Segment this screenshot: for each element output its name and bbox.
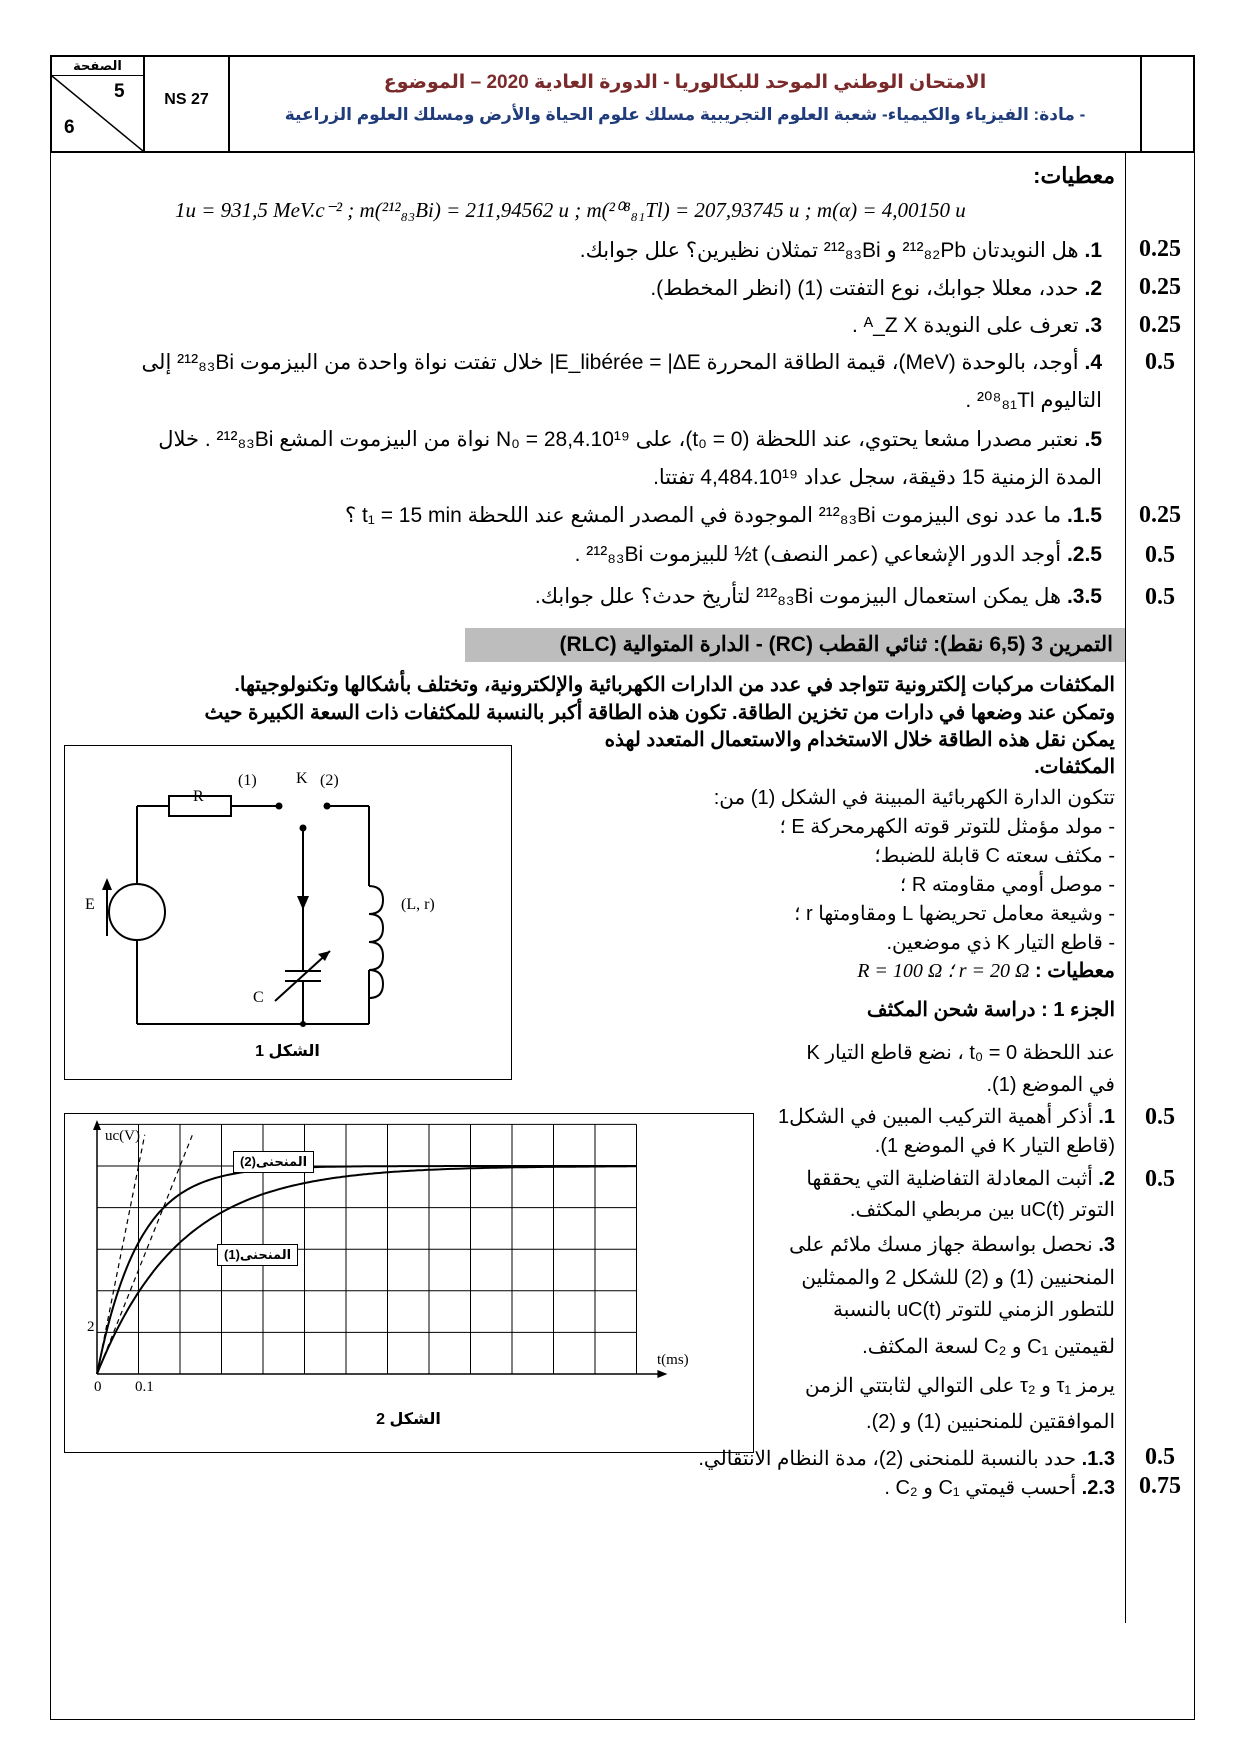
question-score: 0.25: [1139, 502, 1181, 528]
q1-line-2: (قاطع التيار K في الموضع 1).: [874, 1135, 1115, 1157]
exam-title: الامتحان الوطني الموحد للبكالوريا - الدورة العادية 2020 – الموضوع: [383, 72, 987, 93]
page-label: الصفحة: [52, 57, 143, 76]
q3-line-3: للتطور الزمني للتوتر uC(t) بالنسبة: [832, 1299, 1115, 1321]
question-text-cont: التاليوم ²⁰⁸₈₁Tl .: [965, 389, 1102, 412]
curve-2: [97, 1166, 637, 1374]
y-axis-arrow: [93, 1120, 101, 1130]
page-total: 6: [64, 117, 75, 138]
exam-code: NS 27: [164, 91, 209, 108]
label-l: (L, r): [401, 896, 435, 913]
circuit-item-1: - مولد مؤمثل للتوتر قوته الكهرمحركة E ؛: [779, 816, 1115, 838]
q2-line-1: 2. أثبت المعادلة التفاضلية التي يحققها: [806, 1168, 1115, 1190]
tangent-2: [97, 1135, 145, 1374]
data-formula: 1u = 931,5 MeV.c⁻² ; m(²¹²₈₃Bi) = 211,94562 u ; m(²⁰⁸₈₁Tl) = 207,93745 u ; m(α) = 4,00150 u: [175, 198, 966, 222]
data-label: معطيات:: [1033, 163, 1115, 188]
q3-line-6: الموافقتين للمنحنيين (1) و (2).: [866, 1411, 1115, 1433]
figure-1-caption: الشكل 1: [255, 1043, 320, 1060]
part1-line-2: في الموضع (1).: [986, 1074, 1115, 1096]
intro-line-3: يمكن نقل هذه الطاقة خلال الاستخدام والاستعمال المتعدد لهذه: [604, 729, 1115, 751]
q2-line-2: التوتر uC(t) بين مربطي المكثف.: [849, 1199, 1115, 1221]
intro-line-4: المكثفات.: [1034, 756, 1115, 778]
question-text: 2.5. أوجد الدور الإشعاعي (عمر النصف) t½ للبيزموت ²¹²₈₃Bi .: [574, 543, 1102, 566]
x-tick-1: 0.1: [135, 1379, 154, 1395]
question-text: 1. هل النويدتان ²¹²₈₂Pb و ²¹²₈₃Bi تمثلان نظيرين؟ علل جوابك.: [579, 239, 1102, 262]
label-e: E: [85, 896, 95, 913]
q2-score: 0.5: [1145, 1166, 1175, 1192]
intro-line-1: المكثفات مركبات إلكترونية تتواجد في عدد من الدارات الكهربائية والإلكترونية، وتختلف بأشكالها وتكنولوجيتها.: [234, 674, 1115, 696]
exam-subtitle: - مادة: الفيزياء والكيمياء- شعبة العلوم التجريبية مسلك علوم الحياة والأرض ومسلك العلوم الزراعية: [284, 105, 1086, 124]
q3-line-4: لقيمتين C₁ و C₂ لسعة المكثف.: [862, 1336, 1115, 1358]
question-score: 0.5: [1145, 542, 1175, 568]
q1-line-1: 1. أذكر أهمية التركيب المبين في الشكل1: [778, 1106, 1115, 1128]
curve-1: [97, 1166, 637, 1374]
question-score: 0.5: [1145, 349, 1175, 375]
q31-score: 0.5: [1145, 1444, 1175, 1470]
givens-line: معطيات : r = 20 Ω ؛ R = 100 Ω: [857, 960, 1115, 982]
x-tick-0: 0: [94, 1379, 102, 1395]
x-axis-arrow: [657, 1370, 667, 1378]
y-axis-label: uc(V): [105, 1128, 140, 1144]
page-number-box: [52, 57, 145, 151]
circuit-diagram: [65, 746, 510, 1078]
figure-1: [64, 745, 512, 1080]
exercise-title: التمرين 3 (6,5 نقط): ثنائي القطب (RC) - الدارة المتوالية (RLC): [559, 633, 1113, 656]
chart-grid: [97, 1124, 637, 1374]
title-box: [230, 57, 1142, 151]
circuit-item-2: - مكثف سعته C قابلة للضبط؛: [874, 845, 1115, 867]
figure-2-caption: الشكل 2: [376, 1411, 441, 1428]
q1-score: 0.5: [1145, 1104, 1175, 1130]
q32-score: 0.75: [1139, 1473, 1181, 1499]
circuit-intro: تتكون الدارة الكهربائية المبينة في الشكل (1) من:: [713, 787, 1115, 809]
q3-line-2: المنحنيين (1) و (2) للشكل 2 والممثلين: [801, 1267, 1115, 1289]
circuit-item-5: - قاطع التيار K ذي موضعين.: [886, 932, 1115, 954]
chart-series: [97, 1135, 637, 1374]
label-c: C: [253, 989, 264, 1006]
question-score: 0.25: [1139, 274, 1181, 300]
code-box: [145, 57, 230, 151]
page-diagonal: [52, 76, 143, 151]
question-score: 0.25: [1139, 236, 1181, 262]
circuit-item-3: - موصل أومي مقاومته R ؛: [899, 874, 1115, 896]
curve-2-label: المنحنى(2): [233, 1151, 314, 1173]
q31-line: 1.3. حدد بالنسبة للمنحنى (2)، مدة النظام الانتقالي.: [698, 1448, 1115, 1470]
chart-svg: [65, 1114, 752, 1451]
question-text: 5. نعتبر مصدرا مشعا يحتوي، عند اللحظة (t₀ = 0)، على N₀ = 28,4.10¹⁹ نواة من البيزموت المشع ²¹²₈₃Bi . خلال: [158, 428, 1102, 451]
question-text: 4. أوجد، بالوحدة (MeV)، قيمة الطاقة المحررة E_libérée = |ΔE| خلال تفتت نواة واحدة من البيزموت ²¹²₈₃Bi إلى: [141, 351, 1102, 374]
label-k: K: [296, 770, 308, 787]
question-score: 0.5: [1145, 584, 1175, 610]
page-num: 5: [114, 81, 125, 102]
generator-e: [109, 884, 165, 940]
question-score: 0.25: [1139, 312, 1181, 338]
y-tick-2: 2: [87, 1319, 95, 1335]
exam-header: [50, 55, 1195, 153]
part1-title: الجزء 1 : دراسة شحن المكثف: [866, 999, 1115, 1021]
part1-line-1: عند اللحظة t₀ = 0 ، نضع قاطع التيار K: [806, 1042, 1115, 1064]
intro-line-2: وتمكن عند وضعها في دارات من تخزين الطاقة. تكون هذه الطاقة أكبر بالنسبة للمكثفات ذات السعة الكبيرة حيث: [204, 702, 1115, 724]
inductor-coil: [369, 886, 383, 998]
label-r: R: [193, 788, 204, 805]
q3-line-1: 3. نحصل بواسطة جهاز مسك ملائم على: [789, 1234, 1115, 1256]
label-pos1: (1): [238, 772, 257, 789]
question-text: 3. تعرف على النويدة ᴬ_Z X .: [851, 314, 1102, 337]
question-text: 3.5. هل يمكن استعمال البيزموت ²¹²₈₃Bi لتأريخ حدث؟ علل جوابك.: [534, 585, 1102, 608]
q32-line: 2.3. أحسب قيمتي C₁ و C₂ .: [884, 1477, 1115, 1499]
question-text: 2. حدد، معللا جوابك، نوع التفتت (1) (انظر المخطط).: [650, 277, 1102, 300]
curve-1-label: المنحنى(1): [217, 1244, 298, 1266]
q3-line-5: يرمز τ₁ و τ₂ على التوالي لثابتتي الزمن: [805, 1375, 1115, 1397]
figure-2: [64, 1113, 754, 1453]
label-pos2: (2): [320, 772, 339, 789]
tangent-1: [97, 1135, 192, 1374]
question-text-cont: المدة الزمنية 15 دقيقة، سجل عداد 4,484.10¹⁹ تفتتا.: [653, 466, 1102, 489]
x-axis-label: t(ms): [657, 1352, 689, 1368]
question-text: 1.5. ما عدد نوى البيزموت ²¹²₈₃Bi الموجودة في المصدر المشع عند اللحظة t₁ = 15 min ؟: [344, 504, 1102, 527]
circuit-item-4: - وشيعة معامل تحريضها L ومقاومتها r ؛: [794, 903, 1115, 925]
